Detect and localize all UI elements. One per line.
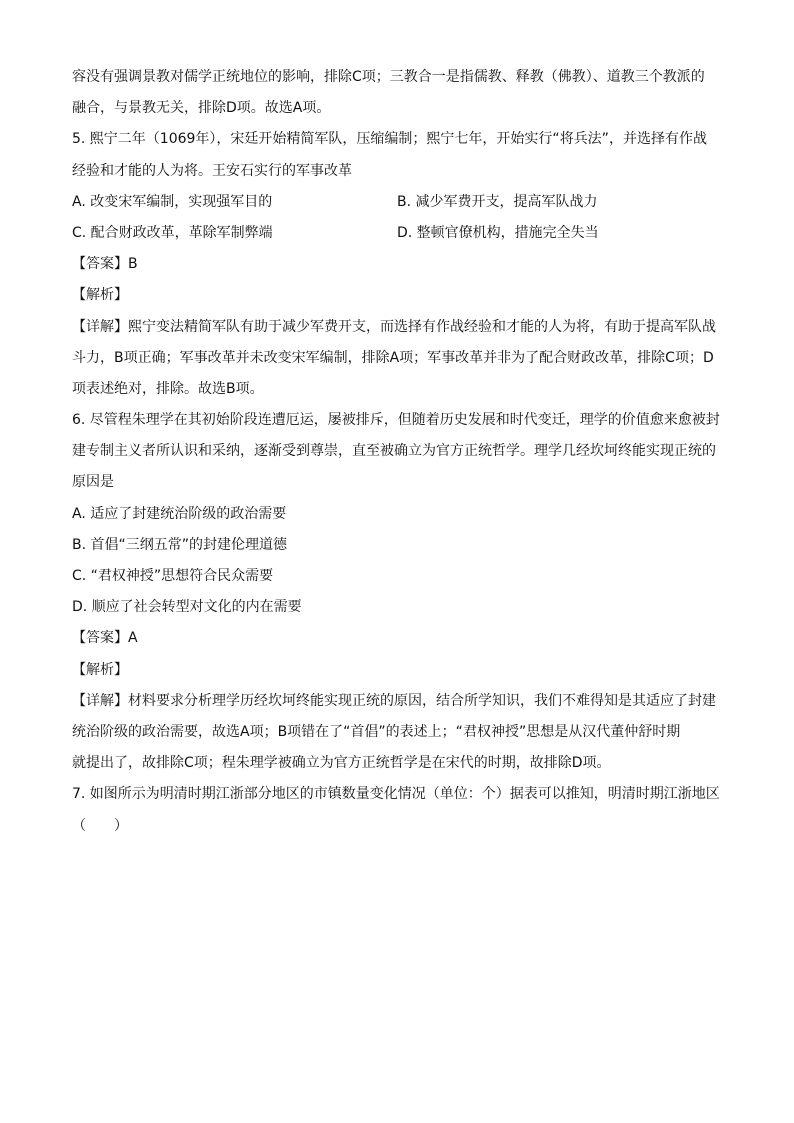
question-7-stem: 7. 如图所示为明清时期江浙部分地区的市镇数量变化情况（单位：个）据表可以推知，明清时期江浙地区 [72, 786, 720, 803]
detail-text: 项表述绝对，排除。故选B项。 [72, 380, 264, 397]
question-5-stem: 经验和才能的人为将。王安石实行的军事改革 [72, 162, 352, 179]
question-6-stem: 6. 尽管程朱理学在其初始阶段连遭厄运，屡被排斥，但随着历史发展和时代变迁，理学的价值愈来愈被封 [72, 412, 720, 429]
question-7-blank: （ ） [72, 817, 128, 834]
question-6-stem: 原因是 [72, 474, 114, 491]
option-d: D. 整顿官僚机构，措施完全失当 [397, 224, 599, 241]
detail-text: 【详解】材料要求分析理学历经坎坷终能实现正统的原因，结合所学知识，我们不难得知是其适应了封建 [72, 692, 716, 709]
detail-text: 斗力，B项正确；军事改革并未改变宋军编制，排除A项；军事改革并非为了配合财政改革，排除C项；D [72, 349, 714, 366]
question-5-stem: 5. 熙宁二年（1069年），宋廷开始精简军队，压缩编制；熙宁七年，开始实行“将兵法”，并选择有作战 [72, 131, 707, 148]
question-5-options-row [72, 187, 732, 218]
option-d: D. 顺应了社会转型对文化的内在需要 [72, 599, 302, 616]
analysis-label: 【解析】 [72, 661, 128, 678]
option-a: A. 适应了封建统治阶级的政治需要 [72, 505, 287, 522]
option-a: A. 改变宋军编制，实现强军目的 [72, 193, 273, 210]
option-b: B. 减少军费开支，提高军队战力 [397, 193, 598, 210]
analysis-label: 【解析】 [72, 287, 128, 304]
detail-text: 统治阶级的政治需要，故选A项；B项错在了“首倡”的表述上；“君权神授”思想是从汉代董仲舒时期 [72, 723, 681, 740]
answer-label: 【答案】A [72, 630, 138, 647]
text-line: 融合，与景教无关，排除D项。故选A项。 [72, 100, 331, 117]
answer-label: 【答案】B [72, 256, 138, 273]
detail-text: 【详解】熙宁变法精简军队有助于减少军费开支，而选择有作战经验和才能的人为将，有助于提高军队战 [72, 318, 716, 335]
option-b: B. 首倡“三纲五常”的封建伦理道德 [72, 536, 288, 553]
option-c: C. “君权神授”思想符合民众需要 [72, 568, 274, 584]
detail-text: 就提出了，故排除C项；程朱理学被确立为官方正统哲学是在宋代的时期，故排除D项。 [72, 755, 611, 772]
option-c: C. 配合财政改革，革除军制弊端 [72, 224, 273, 241]
text-line: 容没有强调景教对儒学正统地位的影响，排除C项；三教合一是指儒教、释教（佛教）、道教三个教派的 [72, 69, 705, 85]
question-5-options-row [72, 218, 732, 249]
document-page [72, 62, 732, 842]
question-6-stem: 建专制主义者所认识和采纳，逐渐受到尊崇，直至被确立为官方正统哲学。理学几经坎坷终能实现正统的 [72, 443, 716, 460]
